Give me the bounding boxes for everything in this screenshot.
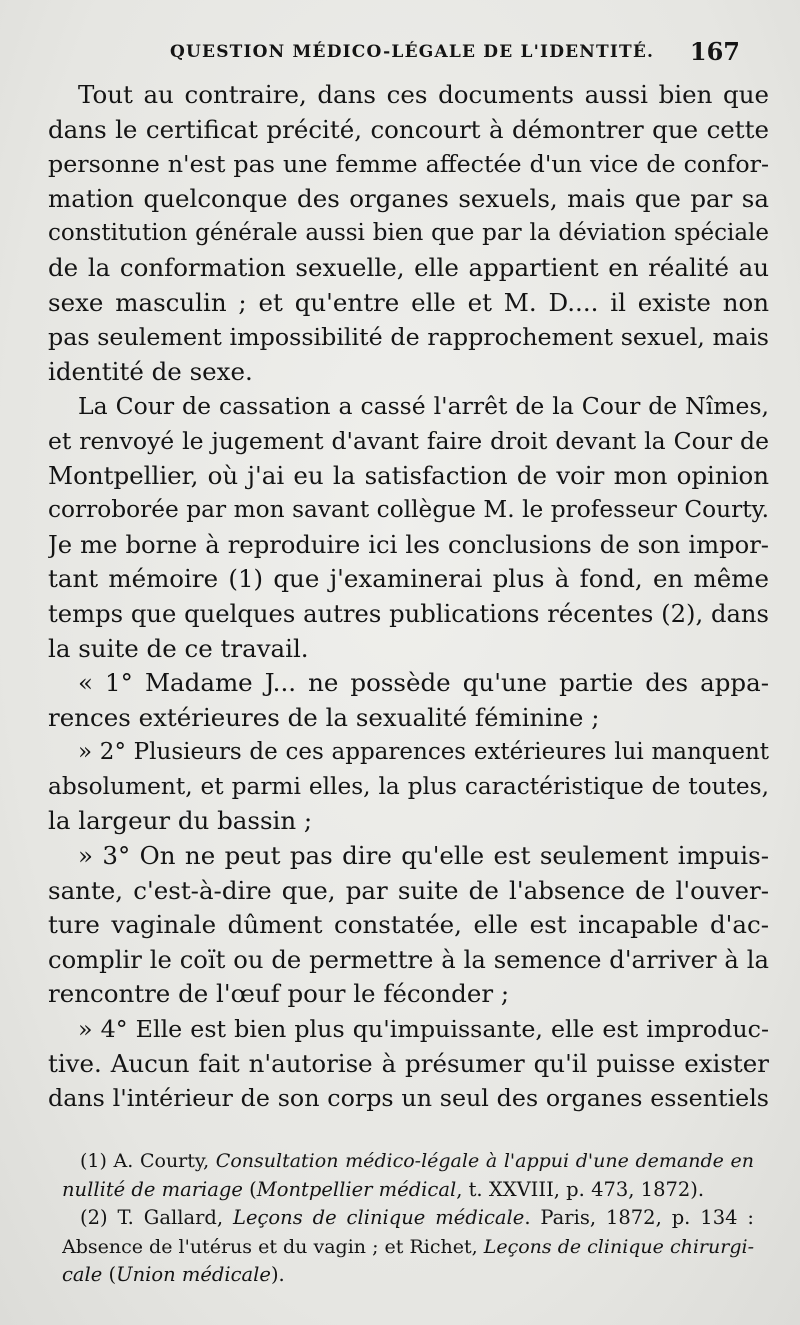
- text-line: » 3° On ne peut pas dire qu'elle est seulement impuis-: [78, 841, 769, 871]
- text-line: Je me borne à reproduire ici les conclusions de son impor-: [48, 529, 769, 559]
- text-line: la suite de ce travail.: [48, 633, 309, 663]
- footnote-2-marker-author: (2) T. Gallard,: [80, 1206, 233, 1229]
- footnote-2-paren: (: [102, 1263, 117, 1286]
- text-line: dans le certificat précité, concourt à démontrer que cette: [48, 114, 769, 144]
- running-head: QUESTION MÉDICO-LÉGALE DE L'IDENTITÉ.: [170, 42, 655, 62]
- footnote-1-title: Consultation médico-légale à l'appui d'une demande en: [215, 1150, 754, 1172]
- footnote-1-journal: Montpellier médical: [256, 1177, 457, 1201]
- text-line: rences extérieures de la sexualité féminine ;: [48, 702, 600, 732]
- text-line: complir le coït ou de permettre à la semence d'arriver à la: [48, 944, 769, 974]
- footnote-1-paren: (: [242, 1177, 257, 1201]
- footnotes: [62, 1147, 754, 1290]
- text-line: rencontre de l'œuf pour le féconder ;: [48, 979, 510, 1009]
- footnote-1-ref: , t. XXVIII, p. 473, 1872).: [456, 1177, 705, 1201]
- text-line: ture vaginale dûment constatée, elle est incapable d'ac-: [48, 910, 769, 940]
- text-line: mation quelconque des organes sexuels, mais que par sa: [48, 183, 769, 213]
- footnote-2-line: [62, 1233, 754, 1262]
- text-line: sexe masculin ; et qu'entre elle et M. D.... il existe non: [48, 287, 769, 317]
- text-line: pas seulement impossibilité de rapprochement sexuel, mais: [48, 323, 769, 352]
- footnote-1-line: [62, 1147, 754, 1176]
- text-line: constitution générale aussi bien que par la déviation spéciale: [48, 220, 769, 247]
- text-line: personne n'est pas une femme affectée d'un vice de confor-: [48, 150, 769, 179]
- text-line: sante, c'est-à-dire que, par suite de l'absence de l'ouver-: [48, 875, 769, 905]
- footnote-2-close: ).: [270, 1263, 285, 1286]
- footnote-2-line: [62, 1261, 754, 1290]
- footnote-1-title-cont: nullité de mariage: [62, 1177, 243, 1201]
- text-line: Tout au contraire, dans ces documents aussi bien que: [78, 80, 769, 109]
- text-line: Montpellier, où j'ai eu la satisfaction de voir mon opinion: [48, 460, 769, 490]
- footnote-1-line: [62, 1176, 754, 1205]
- text-line: identité de sexe.: [48, 356, 253, 386]
- text-line: tant mémoire (1) que j'examinerai plus à fond, en même: [48, 564, 769, 594]
- page-header: [170, 37, 740, 70]
- text-line: « 1° Madame J... ne possède qu'une partie des appa-: [78, 668, 769, 698]
- text-line: » 2° Plusieurs de ces apparences extérieures lui manquent: [78, 739, 769, 766]
- footnote-2-line: [62, 1204, 754, 1233]
- text-line: et renvoyé le jugement d'avant faire droit devant la Cour de: [48, 426, 769, 455]
- text-line: de la conformation sexuelle, elle appartient en réalité au: [48, 252, 769, 282]
- footnote-2-title-2-cont: cale: [62, 1263, 103, 1286]
- footnote-2-title: Leçons de clinique médicale: [233, 1206, 525, 1229]
- text-line: corroborée par mon savant collègue M. le professeur Courty.: [48, 496, 769, 524]
- text-line: » 4° Elle est bien plus qu'impuissante, elle est improduc-: [78, 1015, 769, 1044]
- text-line: tive. Aucun fait n'autorise à présumer qu'il puisse exister: [48, 1048, 769, 1078]
- text-line: la largeur du bassin ;: [48, 806, 313, 836]
- footnote-2-subject: Absence de l'utérus et du vagin ; et Richet,: [62, 1235, 484, 1258]
- text-line: absolument, et parmi elles, la plus caractéristique de toutes,: [48, 772, 769, 800]
- footnote-2-title-2: Leçons de clinique chirurgi-: [483, 1235, 754, 1258]
- footnote-1-marker-author: (1) A. Courty,: [80, 1150, 216, 1172]
- text-line: dans l'intérieur de son corps un seul des organes essentiels: [48, 1084, 769, 1113]
- footnote-2-ref: . Paris, 1872, p. 134 :: [524, 1206, 754, 1229]
- text-line: temps que quelques autres publications récentes (2), dans: [48, 598, 769, 628]
- text-line: La Cour de cassation a cassé l'arrêt de la Cour de Nîmes,: [78, 392, 769, 421]
- footnote-2-journal: Union médicale: [116, 1263, 271, 1286]
- page-number: 167: [689, 37, 740, 66]
- body-text: [48, 78, 769, 1116]
